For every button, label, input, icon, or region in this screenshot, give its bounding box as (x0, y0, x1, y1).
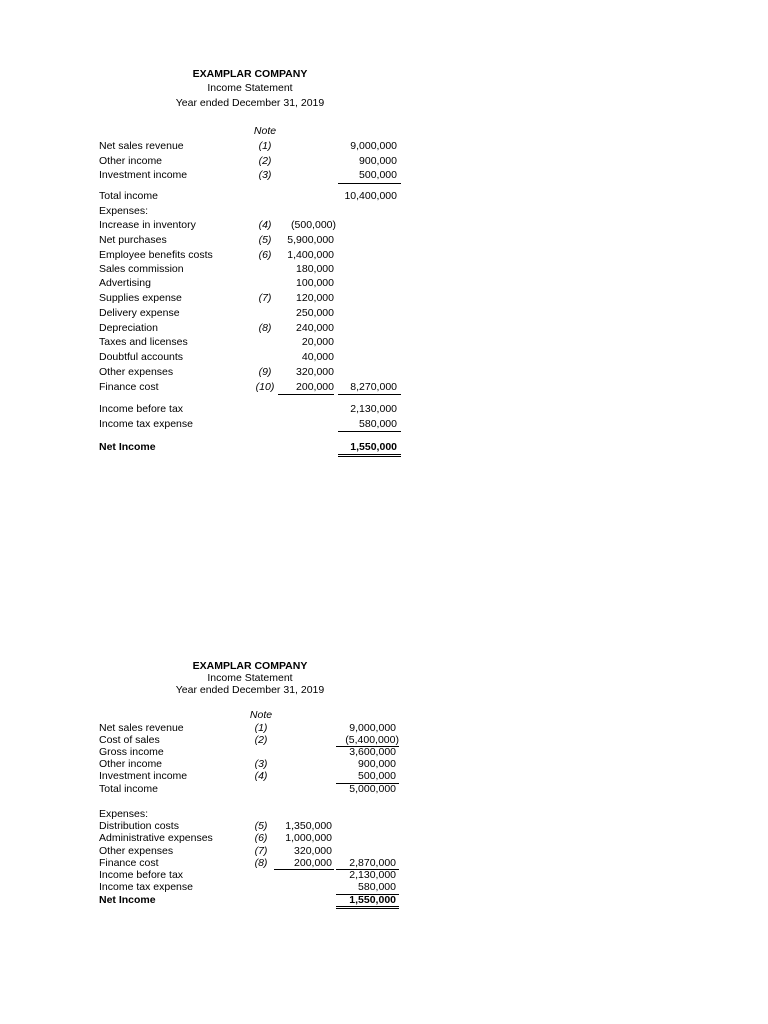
row-amount-total: 500,000 (358, 770, 396, 782)
row-label: Investment income (99, 169, 188, 181)
row-note: (1) (254, 722, 268, 734)
row-label: Delivery expense (99, 307, 180, 319)
row-label: Sales commission (99, 263, 184, 275)
row-amount-detail: 320,000 (296, 366, 334, 378)
row-label: Finance cost (99, 857, 159, 869)
row-label: Cost of sales (99, 734, 160, 746)
row-label: Expenses: (99, 808, 149, 820)
row-amount-total: 900,000 (359, 155, 397, 167)
double-underline-rule (338, 454, 401, 457)
underline-rule (338, 394, 401, 395)
row-label: Other income (99, 155, 163, 167)
row-amount-total: (5,400,000) (345, 734, 399, 746)
row-amount-total: 580,000 (359, 418, 397, 430)
row-label: Investment income (99, 770, 188, 782)
row-label: Increase in inventory (99, 219, 196, 231)
underline-rule (338, 183, 401, 184)
row-note: (3) (258, 169, 272, 181)
row-note: (1) (258, 140, 272, 152)
row-amount-total: 2,130,000 (349, 869, 396, 881)
row-label: Advertising (99, 277, 151, 289)
row-note: (4) (258, 219, 272, 231)
statement-title: Income Statement (207, 82, 293, 94)
row-label: Employee benefits costs (99, 249, 213, 261)
row-label: Doubtful accounts (99, 351, 184, 363)
statement-period: Year ended December 31, 2019 (175, 97, 325, 109)
row-amount-detail: 1,350,000 (285, 820, 332, 832)
row-amount-detail: 200,000 (294, 857, 332, 869)
row-label: Other income (99, 758, 163, 770)
row-label: Gross income (99, 746, 164, 758)
row-note: (8) (258, 322, 272, 334)
row-label: Expenses: (99, 205, 149, 217)
row-amount-detail: 120,000 (296, 292, 334, 304)
note-column-header: Note (249, 709, 273, 721)
row-label: Net sales revenue (99, 722, 184, 734)
row-note: (5) (258, 234, 272, 246)
row-amount-total: 500,000 (359, 169, 397, 181)
row-note: (6) (258, 249, 272, 261)
row-amount-total: 900,000 (358, 758, 396, 770)
net-income-label: Net Income (99, 894, 156, 906)
row-label: Net purchases (99, 234, 167, 246)
row-note: (8) (254, 857, 268, 869)
row-label: Supplies expense (99, 292, 182, 304)
row-amount-total: 2,130,000 (350, 403, 397, 415)
statement-period: Year ended December 31, 2019 (175, 684, 325, 696)
row-amount-detail: 1,000,000 (285, 832, 332, 844)
row-amount-total: 580,000 (358, 881, 396, 893)
row-label: Distribution costs (99, 820, 179, 832)
row-note: (6) (254, 832, 268, 844)
row-note: (4) (254, 770, 268, 782)
row-amount-total: 10,400,000 (344, 190, 397, 202)
net-income-label: Net Income (99, 441, 156, 453)
row-label: Income before tax (99, 403, 184, 415)
row-amount-total: 3,600,000 (349, 746, 396, 758)
row-amount-total: 5,000,000 (349, 783, 396, 795)
underline-rule (338, 431, 401, 432)
row-label: Income tax expense (99, 418, 193, 430)
row-amount-detail: 320,000 (294, 845, 332, 857)
row-note: (7) (254, 845, 268, 857)
row-label: Net sales revenue (99, 140, 184, 152)
row-label: Finance cost (99, 381, 159, 393)
row-note: (2) (254, 734, 268, 746)
row-note: (2) (258, 155, 272, 167)
statement-title: Income Statement (207, 672, 293, 684)
row-label: Other expenses (99, 845, 174, 857)
note-column-header: Note (253, 125, 277, 137)
row-amount-detail: 200,000 (296, 381, 334, 393)
row-label: Administrative expenses (99, 832, 213, 844)
row-amount-total: 9,000,000 (350, 140, 397, 152)
row-note: (9) (258, 366, 272, 378)
row-amount-total: 9,000,000 (349, 722, 396, 734)
row-amount-detail: 180,000 (296, 263, 334, 275)
row-label: Other expenses (99, 366, 174, 378)
row-note: (7) (258, 292, 272, 304)
row-amount-total: 8,270,000 (350, 381, 397, 393)
row-label: Total income (99, 190, 158, 202)
company-name: EXAMPLAR COMPANY (192, 68, 308, 80)
double-underline-rule (336, 906, 399, 909)
row-note: (3) (254, 758, 268, 770)
row-amount-detail: 240,000 (296, 322, 334, 334)
row-label: Total income (99, 783, 158, 795)
row-amount-detail: 40,000 (301, 351, 334, 363)
row-amount-detail: 1,400,000 (287, 249, 334, 261)
row-note: (10) (255, 381, 275, 393)
row-label: Income tax expense (99, 881, 193, 893)
row-amount-detail: 100,000 (296, 277, 334, 289)
row-amount-detail: 20,000 (301, 336, 334, 348)
row-amount-total: 2,870,000 (349, 857, 396, 869)
company-name: EXAMPLAR COMPANY (192, 660, 308, 672)
row-amount-detail: 250,000 (296, 307, 334, 319)
row-note: (5) (254, 820, 268, 832)
row-label: Depreciation (99, 322, 158, 334)
underline-rule (278, 394, 334, 395)
row-label: Taxes and licenses (99, 336, 188, 348)
net-income-amount: 1,550,000 (350, 441, 397, 453)
row-amount-detail: 5,900,000 (287, 234, 334, 246)
row-amount-detail: (500,000) (291, 219, 336, 231)
row-label: Income before tax (99, 869, 184, 881)
net-income-amount: 1,550,000 (349, 894, 396, 906)
